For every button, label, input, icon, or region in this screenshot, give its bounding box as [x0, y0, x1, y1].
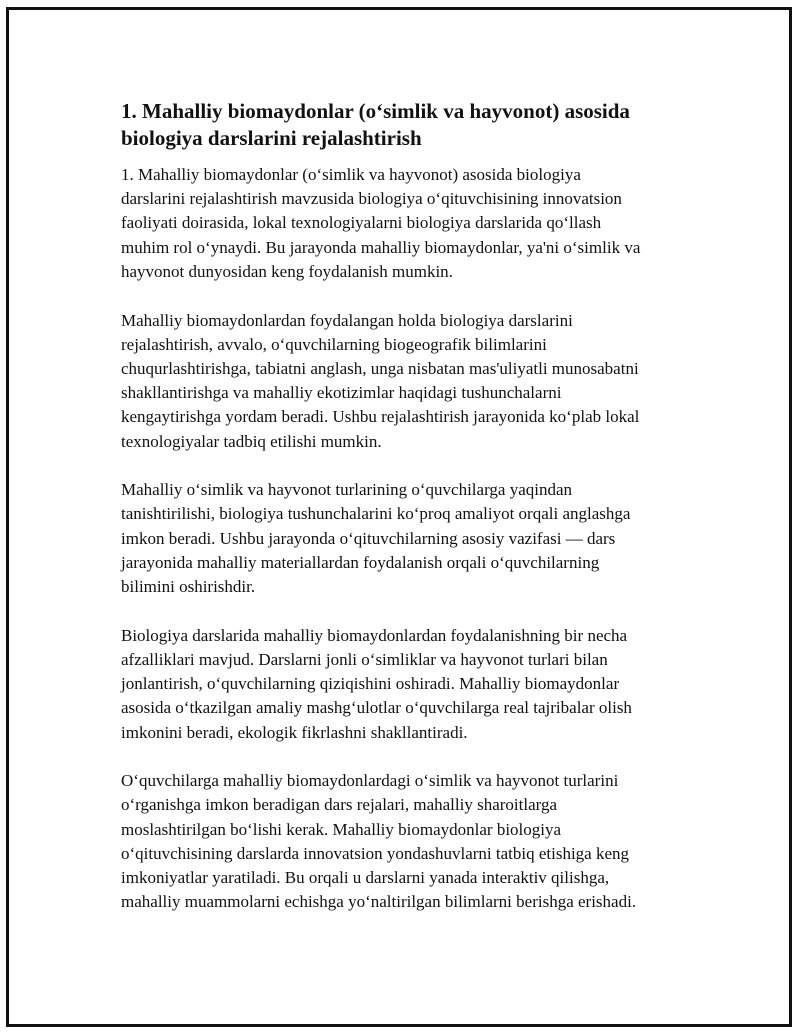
text-line: muhim rol o‘ynaydi. Bu jarayonda mahalliy biomaydonlar, ya'ni o‘simlik va	[121, 237, 641, 257]
text-line: Mahalliy biomaydonlardan foydalangan holda biologiya darslarini	[121, 310, 573, 330]
paragraph-2	[121, 309, 701, 454]
title-line: biologiya darslarini rejalashtirish	[121, 126, 422, 150]
text-line: imkonini beradi, ekologik fikrlashni shakllantiradi.	[121, 722, 468, 742]
text-line: O‘quvchilarga mahalliy biomaydonlardagi o‘simlik va hayvonot turlarini	[121, 771, 619, 791]
document-body	[121, 98, 701, 939]
text-line: texnologiyalar tadbiq etilishi mumkin.	[121, 431, 382, 451]
title-line: 1. Mahalliy biomaydonlar (o‘simlik va hayvonot) asosida	[121, 99, 630, 123]
text-line: tanishtirilishi, biologiya tushunchalarini ko‘proq amaliyot orqali anglashga	[121, 504, 631, 524]
text-line: Mahalliy o‘simlik va hayvonot turlarining o‘quvchilarga yaqindan	[121, 480, 573, 500]
document-title	[121, 98, 701, 152]
text-line: Biologiya darslarida mahalliy biomaydonlardan foydalanishning bir necha	[121, 625, 628, 645]
text-line: faoliyati doirasida, lokal texnologiyalarni biologiya darslarida qo‘llash	[121, 213, 602, 233]
text-line: o‘rganishga imkon beradigan dars rejalari, mahalliy sharoitlarga	[121, 795, 558, 815]
paragraph-1	[121, 163, 701, 284]
text-line: rejalashtirish, avvalo, o‘quvchilarning biogeografik bilimlarini	[121, 334, 547, 354]
text-line: imkoniyatlar yaratiladi. Bu orqali u darslarni yanada interaktiv qilishga,	[121, 868, 610, 888]
page-frame	[6, 7, 792, 1027]
text-line: darslarini rejalashtirish mavzusida biologiya o‘qituvchisining innovatsion	[121, 189, 622, 209]
text-line: hayvonot dunyosidan keng foydalanish mumkin.	[121, 261, 453, 281]
text-line: bilimini oshirishdir.	[121, 577, 256, 597]
paragraph-3	[121, 478, 701, 599]
text-line: imkon beradi. Ushbu jarayonda o‘qituvchilarning asosiy vazifasi — dars	[121, 528, 616, 548]
text-line: mahalliy muammolarni echishga yo‘naltirilgan bilimlarni berishga erishadi.	[121, 892, 637, 912]
paragraph-5	[121, 769, 701, 914]
text-line: kengaytirishga yordam beradi. Ushbu rejalashtirish jarayonida ko‘plab lokal	[121, 407, 640, 427]
text-line: asosida o‘tkazilgan amaliy mashg‘ulotlar o‘quvchilarga real tajribalar olish	[121, 698, 632, 718]
paragraph-4	[121, 624, 701, 745]
text-line: jarayonida mahalliy materiallardan foydalanish orqali o‘quvchilarning	[121, 552, 600, 572]
text-line: chuqurlashtirishga, tabiatni anglash, unga nisbatan mas'uliyatli munosabatni	[121, 358, 639, 378]
text-line: 1. Mahalliy biomaydonlar (o‘simlik va hayvonot) asosida biologiya	[121, 165, 581, 184]
text-line: o‘qituvchisining darslarda innovatsion yondashuvlarni tatbiq etishiga keng	[121, 843, 630, 863]
text-line: afzalliklari mavjud. Darslarni jonli o‘simliklar va hayvonot turlari bilan	[121, 649, 608, 669]
text-line: jonlantirish, o‘quvchilarning qiziqishini oshiradi. Mahalliy biomaydonlar	[121, 674, 620, 694]
text-line: shakllantirishga va mahalliy ekotizimlar haqidagi tushunchalarni	[121, 383, 562, 403]
text-line: moslashtirilgan bo‘lishi kerak. Mahalliy biomaydonlar biologiya	[121, 819, 562, 839]
